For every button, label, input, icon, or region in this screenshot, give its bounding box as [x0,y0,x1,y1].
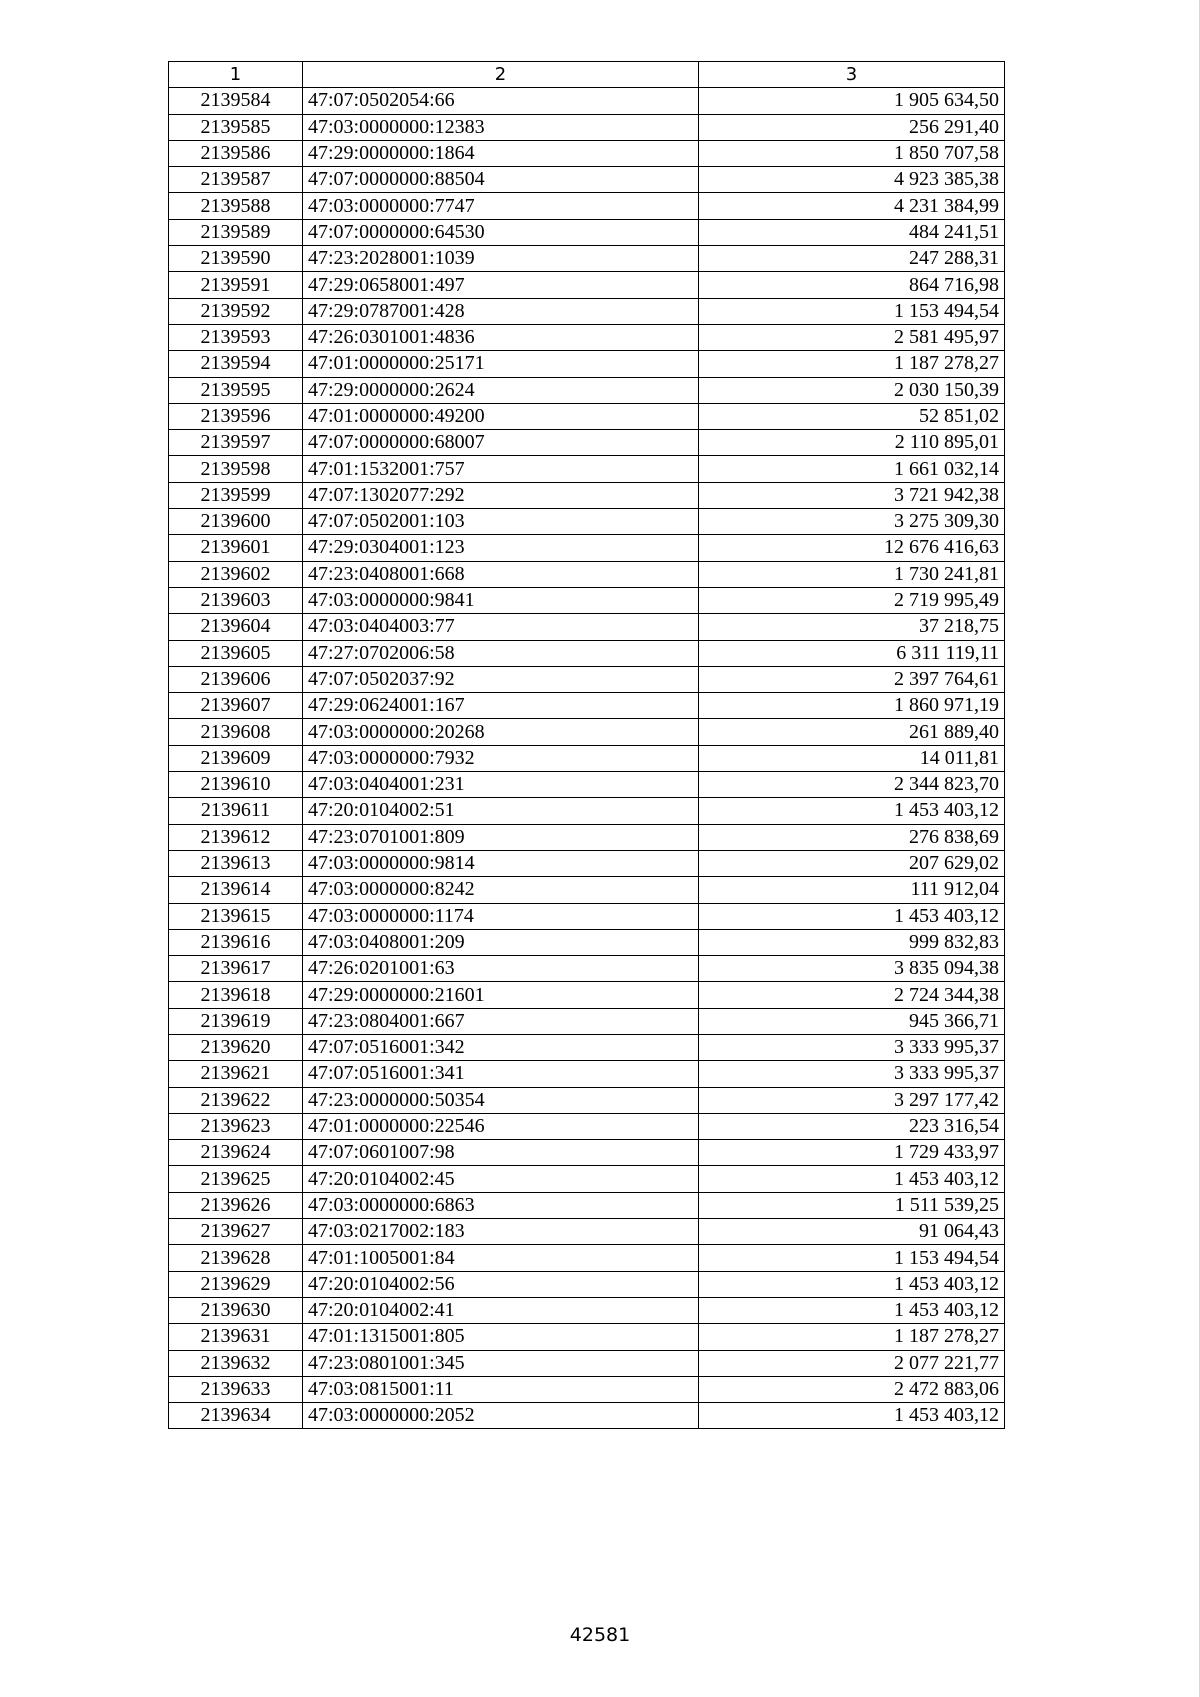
row-number-cell: 2139603 [169,587,303,613]
row-number-cell: 2139587 [169,167,303,193]
table-row [169,167,1005,193]
cadastral-value-cell: 1 153 494,54 [699,1245,1005,1271]
cadastral-value-cell: 2 724 344,38 [699,982,1005,1008]
cadastral-value-cell: 1 661 032,14 [699,456,1005,482]
cadastral-value-cell: 2 030 150,39 [699,377,1005,403]
row-number-cell: 2139614 [169,877,303,903]
cadastral-number-cell: 47:03:0000000:9841 [303,587,699,613]
cadastral-value-cell: 37 218,75 [699,614,1005,640]
table-row [169,1376,1005,1402]
cadastral-number-cell: 47:03:0217002:183 [303,1219,699,1245]
cadastral-value-cell: 3 333 995,37 [699,1034,1005,1060]
cadastral-value-cell: 2 719 995,49 [699,587,1005,613]
cadastral-number-cell: 47:01:0000000:49200 [303,403,699,429]
cadastral-number-cell: 47:23:0801001:345 [303,1350,699,1376]
row-number-cell: 2139604 [169,614,303,640]
table-row [169,219,1005,245]
cadastral-number-cell: 47:23:0000000:50354 [303,1087,699,1113]
table-row [169,298,1005,324]
row-number-cell: 2139617 [169,956,303,982]
row-number-cell: 2139627 [169,1219,303,1245]
table-row [169,903,1005,929]
cadastral-value-cell: 1 850 707,58 [699,140,1005,166]
cadastral-number-cell: 47:01:1315001:805 [303,1324,699,1350]
row-number-cell: 2139596 [169,403,303,429]
table-row [169,535,1005,561]
cadastral-value-cell: 1 453 403,12 [699,1166,1005,1192]
cadastral-value-cell: 1 453 403,12 [699,1403,1005,1429]
cadastral-number-cell: 47:03:0000000:20268 [303,719,699,745]
row-number-cell: 2139626 [169,1192,303,1218]
table-row [169,1245,1005,1271]
cadastral-value-cell: 1 187 278,27 [699,1324,1005,1350]
cadastral-value-cell: 864 716,98 [699,272,1005,298]
cadastral-number-cell: 47:03:0000000:1174 [303,903,699,929]
table-row [169,1140,1005,1166]
cadastral-value-cell: 1 453 403,12 [699,1271,1005,1297]
row-number-cell: 2139615 [169,903,303,929]
row-number-cell: 2139625 [169,1166,303,1192]
row-number-cell: 2139591 [169,272,303,298]
row-number-cell: 2139602 [169,561,303,587]
cadastral-value-cell: 111 912,04 [699,877,1005,903]
cadastral-value-cell: 1 153 494,54 [699,298,1005,324]
column-header-1: 1 [169,62,303,88]
table-row [169,1350,1005,1376]
cadastral-number-cell: 47:20:0104002:56 [303,1271,699,1297]
cadastral-number-cell: 47:01:0000000:25171 [303,351,699,377]
cadastral-value-table [168,61,1005,1429]
header-row [169,62,1005,88]
table-row [169,614,1005,640]
cadastral-value-cell: 1 860 971,19 [699,693,1005,719]
cadastral-value-cell: 207 629,02 [699,850,1005,876]
cadastral-value-cell: 2 472 883,06 [699,1376,1005,1402]
cadastral-number-cell: 47:29:0787001:428 [303,298,699,324]
table-row [169,114,1005,140]
cadastral-value-cell: 4 231 384,99 [699,193,1005,219]
table-row [169,772,1005,798]
cadastral-number-cell: 47:01:0000000:22546 [303,1113,699,1139]
cadastral-value-cell: 2 077 221,77 [699,1350,1005,1376]
cadastral-number-cell: 47:03:0000000:8242 [303,877,699,903]
cadastral-value-cell: 12 676 416,63 [699,535,1005,561]
cadastral-number-cell: 47:29:0624001:167 [303,693,699,719]
row-number-cell: 2139631 [169,1324,303,1350]
cadastral-number-cell: 47:23:2028001:1039 [303,246,699,272]
cadastral-value-cell: 2 110 895,01 [699,430,1005,456]
row-number-cell: 2139612 [169,824,303,850]
cadastral-number-cell: 47:07:0000000:68007 [303,430,699,456]
column-header-3: 3 [699,62,1005,88]
cadastral-number-cell: 47:03:0000000:7747 [303,193,699,219]
cadastral-number-cell: 47:29:0000000:2624 [303,377,699,403]
row-number-cell: 2139601 [169,535,303,561]
table-row [169,956,1005,982]
cadastral-value-cell: 1 187 278,27 [699,351,1005,377]
cadastral-value-cell: 2 397 764,61 [699,666,1005,692]
cadastral-number-cell: 47:07:0516001:341 [303,1061,699,1087]
table-row [169,403,1005,429]
table-row [169,1271,1005,1297]
row-number-cell: 2139607 [169,693,303,719]
row-number-cell: 2139628 [169,1245,303,1271]
cadastral-number-cell: 47:29:0658001:497 [303,272,699,298]
table-row [169,1034,1005,1060]
table-row [169,88,1005,114]
cadastral-value-cell: 52 851,02 [699,403,1005,429]
row-number-cell: 2139618 [169,982,303,1008]
cadastral-number-cell: 47:07:0516001:342 [303,1034,699,1060]
table-row [169,745,1005,771]
table-row [169,561,1005,587]
table-row [169,693,1005,719]
row-number-cell: 2139600 [169,509,303,535]
cadastral-value-cell: 223 316,54 [699,1113,1005,1139]
table-row [169,1192,1005,1218]
row-number-cell: 2139629 [169,1271,303,1297]
row-number-cell: 2139624 [169,1140,303,1166]
cadastral-value-cell: 1 730 241,81 [699,561,1005,587]
row-number-cell: 2139590 [169,246,303,272]
table-row [169,929,1005,955]
cadastral-value-cell: 4 923 385,38 [699,167,1005,193]
cadastral-number-cell: 47:03:0404003:77 [303,614,699,640]
table-row [169,482,1005,508]
table-row [169,587,1005,613]
cadastral-number-cell: 47:07:0502054:66 [303,88,699,114]
table-row [169,666,1005,692]
page-number: 42581 [569,1624,631,1646]
row-number-cell: 2139634 [169,1403,303,1429]
cadastral-number-cell: 47:20:0104002:51 [303,798,699,824]
row-number-cell: 2139592 [169,298,303,324]
row-number-cell: 2139623 [169,1113,303,1139]
table-body [169,88,1005,1429]
table-row [169,430,1005,456]
cadastral-number-cell: 47:29:0000000:1864 [303,140,699,166]
row-number-cell: 2139589 [169,219,303,245]
cadastral-value-cell: 247 288,31 [699,246,1005,272]
table-row [169,1297,1005,1323]
cadastral-number-cell: 47:01:1532001:757 [303,456,699,482]
row-number-cell: 2139619 [169,1008,303,1034]
row-number-cell: 2139630 [169,1297,303,1323]
cadastral-number-cell: 47:29:0304001:123 [303,535,699,561]
cadastral-number-cell: 47:23:0804001:667 [303,1008,699,1034]
cadastral-value-cell: 261 889,40 [699,719,1005,745]
table-row [169,982,1005,1008]
table-row [169,377,1005,403]
cadastral-number-cell: 47:03:0000000:6863 [303,1192,699,1218]
cadastral-number-cell: 47:03:0000000:2052 [303,1403,699,1429]
cadastral-number-cell: 47:07:0601007:98 [303,1140,699,1166]
cadastral-number-cell: 47:23:0701001:809 [303,824,699,850]
cadastral-value-cell: 3 721 942,38 [699,482,1005,508]
row-number-cell: 2139613 [169,850,303,876]
table-row [169,509,1005,535]
cadastral-number-cell: 47:03:0815001:11 [303,1376,699,1402]
row-number-cell: 2139594 [169,351,303,377]
row-number-cell: 2139632 [169,1350,303,1376]
cadastral-number-cell: 47:03:0000000:9814 [303,850,699,876]
row-number-cell: 2139598 [169,456,303,482]
cadastral-value-cell: 276 838,69 [699,824,1005,850]
cadastral-number-cell: 47:20:0104002:45 [303,1166,699,1192]
cadastral-value-cell: 1 453 403,12 [699,798,1005,824]
cadastral-value-cell: 3 297 177,42 [699,1087,1005,1113]
cadastral-number-cell: 47:07:0502037:92 [303,666,699,692]
cadastral-value-cell: 945 366,71 [699,1008,1005,1034]
cadastral-number-cell: 47:07:0502001:103 [303,509,699,535]
row-number-cell: 2139606 [169,666,303,692]
row-number-cell: 2139620 [169,1034,303,1060]
cadastral-value-cell: 484 241,51 [699,219,1005,245]
row-number-cell: 2139616 [169,929,303,955]
table-row [169,1061,1005,1087]
table-row [169,272,1005,298]
table-row [169,877,1005,903]
table-row [169,850,1005,876]
cadastral-number-cell: 47:07:0000000:88504 [303,167,699,193]
table-row [169,798,1005,824]
cadastral-number-cell: 47:26:0201001:63 [303,956,699,982]
row-number-cell: 2139595 [169,377,303,403]
table-row [169,1113,1005,1139]
cadastral-number-cell: 47:29:0000000:21601 [303,982,699,1008]
cadastral-value-cell: 14 011,81 [699,745,1005,771]
row-number-cell: 2139609 [169,745,303,771]
table-row [169,1087,1005,1113]
cadastral-value-cell: 256 291,40 [699,114,1005,140]
row-number-cell: 2139584 [169,88,303,114]
row-number-cell: 2139597 [169,430,303,456]
cadastral-number-cell: 47:03:0408001:209 [303,929,699,955]
table-row [169,351,1005,377]
cadastral-number-cell: 47:01:1005001:84 [303,1245,699,1271]
table-row [169,140,1005,166]
row-number-cell: 2139633 [169,1376,303,1402]
cadastral-value-cell: 3 835 094,38 [699,956,1005,982]
cadastral-value-cell: 2 581 495,97 [699,324,1005,350]
cadastral-value-cell: 3 275 309,30 [699,509,1005,535]
table-row [169,1166,1005,1192]
cadastral-value-cell: 91 064,43 [699,1219,1005,1245]
row-number-cell: 2139621 [169,1061,303,1087]
table-row [169,324,1005,350]
cadastral-value-cell: 1 453 403,12 [699,1297,1005,1323]
column-header-2: 2 [303,62,699,88]
cadastral-value-cell: 2 344 823,70 [699,772,1005,798]
cadastral-number-cell: 47:23:0408001:668 [303,561,699,587]
table-row [169,1219,1005,1245]
row-number-cell: 2139610 [169,772,303,798]
cadastral-value-cell: 3 333 995,37 [699,1061,1005,1087]
cadastral-value-cell: 999 832,83 [699,929,1005,955]
cadastral-number-cell: 47:03:0000000:7932 [303,745,699,771]
cadastral-value-cell: 6 311 119,11 [699,640,1005,666]
table-row [169,1008,1005,1034]
table-row [169,246,1005,272]
row-number-cell: 2139593 [169,324,303,350]
row-number-cell: 2139608 [169,719,303,745]
cadastral-number-cell: 47:20:0104002:41 [303,1297,699,1323]
table-row [169,1403,1005,1429]
row-number-cell: 2139599 [169,482,303,508]
cadastral-value-cell: 1 729 433,97 [699,1140,1005,1166]
table-row [169,719,1005,745]
row-number-cell: 2139585 [169,114,303,140]
cadastral-number-cell: 47:07:0000000:64530 [303,219,699,245]
cadastral-number-cell: 47:03:0000000:12383 [303,114,699,140]
table-row [169,824,1005,850]
cadastral-value-cell: 1 511 539,25 [699,1192,1005,1218]
cadastral-number-cell: 47:07:1302077:292 [303,482,699,508]
table-row [169,193,1005,219]
cadastral-value-cell: 1 905 634,50 [699,88,1005,114]
cadastral-value-cell: 1 453 403,12 [699,903,1005,929]
cadastral-number-cell: 47:26:0301001:4836 [303,324,699,350]
row-number-cell: 2139611 [169,798,303,824]
row-number-cell: 2139586 [169,140,303,166]
row-number-cell: 2139622 [169,1087,303,1113]
cadastral-number-cell: 47:27:0702006:58 [303,640,699,666]
row-number-cell: 2139605 [169,640,303,666]
table-header [169,62,1005,88]
row-number-cell: 2139588 [169,193,303,219]
table-row [169,456,1005,482]
table-row [169,1324,1005,1350]
table-row [169,640,1005,666]
cadastral-number-cell: 47:03:0404001:231 [303,772,699,798]
